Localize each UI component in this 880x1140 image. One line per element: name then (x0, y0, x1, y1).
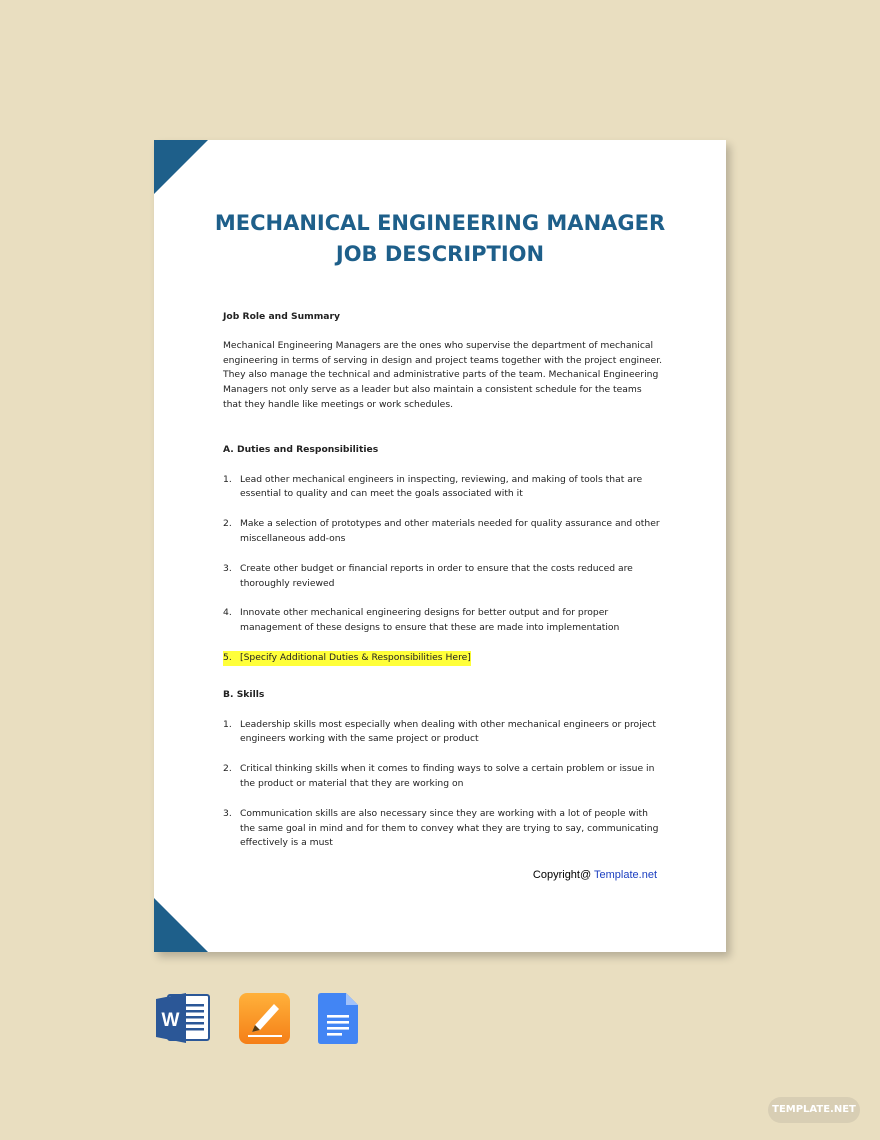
summary-text: Mechanical Engineering Managers are the ones who supervise the department of mechanical engineering in terms of serving in design and project teams together with the project engineer. They also manage the technical and administrative parts of the team. Mechanical Engineering Managers not only serve as a leader but also maintain a consistent schedule for the teams that they handle like meetings or work schedules. (223, 339, 663, 410)
copyright-link[interactable]: Template.net (594, 869, 657, 881)
duties-heading: A. Duties and Responsibilities (223, 443, 379, 455)
item-number: 1. (223, 473, 232, 485)
google-docs-icon[interactable] (316, 992, 360, 1046)
word-icon[interactable] (154, 992, 210, 1044)
corner-decoration-top (154, 140, 208, 194)
corner-decoration-bottom (154, 898, 208, 952)
duty-item-placeholder (223, 651, 663, 666)
copyright-prefix: Copyright@ (532, 869, 595, 881)
item-number: 5. (223, 651, 240, 666)
item-number: 2. (223, 763, 232, 775)
copyright-note (533, 869, 657, 881)
template-net-badge[interactable]: TEMPLATE.NET (768, 1097, 860, 1123)
document-title (154, 208, 726, 270)
item-text: Communication skills are also necessary since they are working with a lot of people with the same goal in mind and for them to convey what they are trying to say, communicating effectively is a must (240, 807, 659, 849)
title-line-2: JOB DESCRIPTION (335, 242, 545, 266)
document-page (154, 140, 726, 952)
skill-item (223, 718, 663, 748)
skill-item (223, 762, 663, 792)
document-body (223, 310, 663, 866)
item-text: Critical thinking skills when it comes to finding ways to solve a certain problem or issue in the product or material that they are working on (240, 763, 655, 789)
duty-item (223, 562, 663, 592)
item-text-highlighted: [Specify Additional Duties & Responsibilities Here] (240, 651, 471, 666)
duty-item (223, 606, 663, 636)
pages-icon[interactable] (238, 992, 292, 1046)
item-number: 4. (223, 607, 232, 619)
item-number: 1. (223, 718, 232, 730)
item-text: Create other budget or financial reports in order to ensure that the costs reduced are thoroughly reviewed (240, 562, 633, 589)
duty-item (223, 473, 663, 503)
skill-item (223, 807, 663, 851)
item-text: Lead other mechanical engineers in inspecting, reviewing, and making of tools that are essential to quality and can meet the goals associated with it (240, 473, 643, 500)
duty-item (223, 517, 663, 547)
duties-list (223, 473, 663, 666)
svg-text:W: W (161, 1010, 180, 1031)
skills-list (223, 718, 663, 852)
item-number: 3. (223, 562, 232, 574)
skills-heading: B. Skills (223, 688, 265, 700)
title-line-1: MECHANICAL ENGINEERING MANAGER (214, 211, 666, 235)
item-number: 3. (223, 807, 232, 819)
item-number: 2. (223, 518, 232, 530)
item-text: Innovate other mechanical engineering designs for better output and for proper management of these designs to ensure that these are made into implementation (240, 607, 620, 634)
item-text: Make a selection of prototypes and other materials needed for quality assurance and other miscellaneous add-ons (240, 518, 660, 544)
item-text: Leadership skills most especially when dealing with other mechanical engineers or project engineers working with the same project or product (240, 718, 657, 745)
summary-heading: Job Role and Summary (223, 311, 341, 322)
